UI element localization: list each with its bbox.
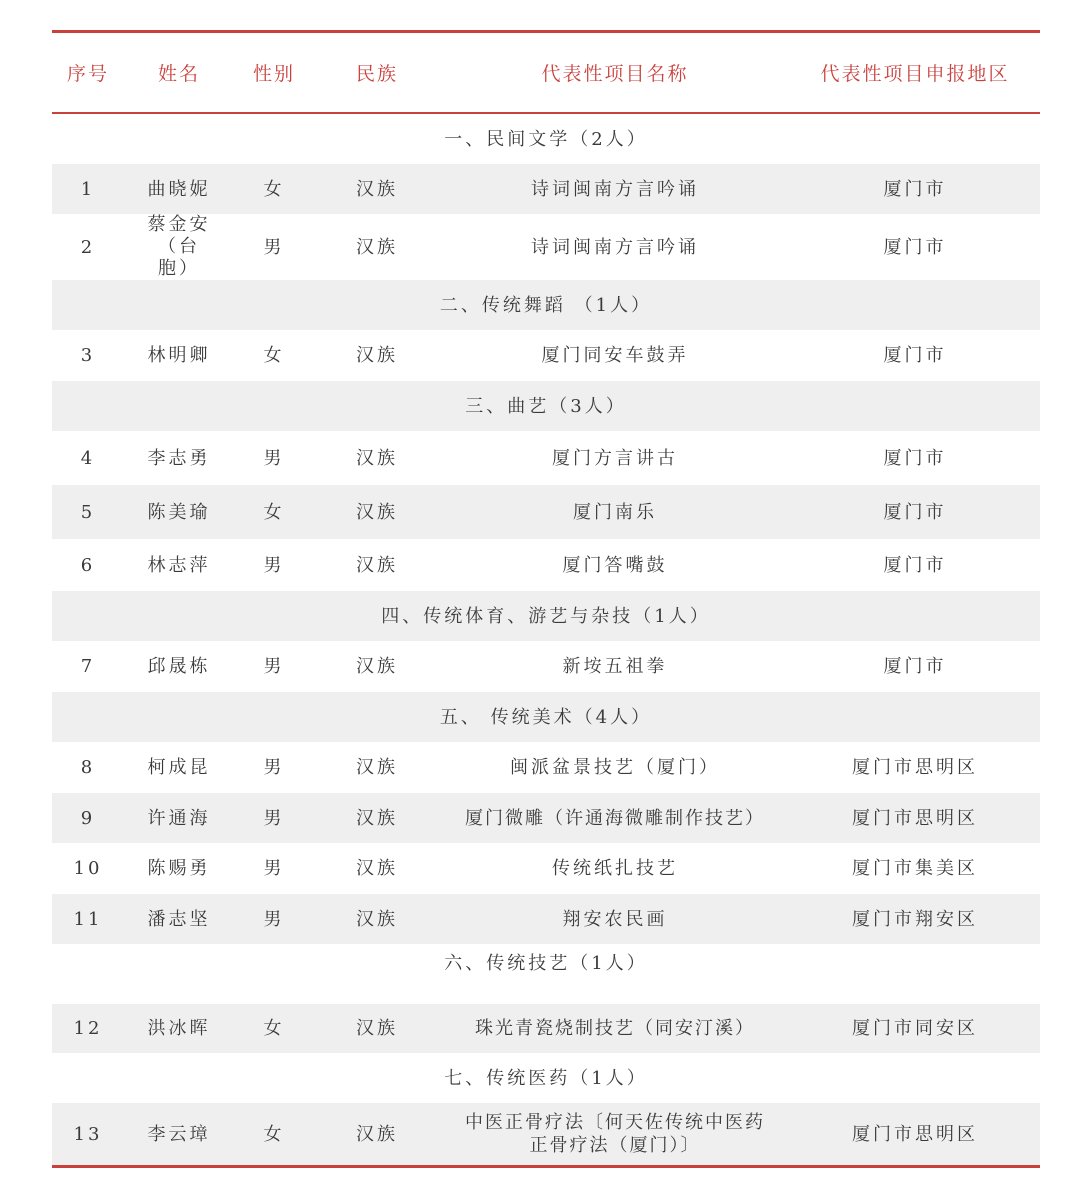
header-region: 代表性项目申报地区: [820, 63, 1010, 85]
cell-gender: 男: [263, 858, 285, 879]
cell-region: 厦门市思明区: [790, 793, 1040, 843]
section-row: [52, 1053, 1040, 1103]
cell-project: 闽派盆景技艺（厦门）: [510, 757, 720, 778]
cell-name: 林明卿: [147, 345, 211, 366]
cell-name: 柯成昆: [147, 757, 211, 778]
cell-seq: 13: [52, 1103, 124, 1165]
cell-name: 许通海: [124, 793, 234, 843]
cell-ethnicity: 汉族: [356, 447, 398, 469]
cell-gender: 男: [263, 656, 285, 677]
cell-gender: 女: [234, 1004, 314, 1053]
cell-seq: 1: [52, 164, 124, 214]
cell-seq: 9: [52, 793, 124, 843]
cell-project: 厦门微雕（许通海微雕制作技艺）: [440, 793, 790, 843]
table-row: [52, 214, 1040, 280]
cell-ethnicity: 汉族: [314, 1103, 440, 1165]
cell-name: 陈美瑜: [124, 485, 234, 539]
cell-ethnicity: 汉族: [314, 164, 440, 214]
section-row: [52, 280, 1040, 330]
cell-project: 珠光青瓷烧制技艺（同安汀溪）: [440, 1004, 790, 1053]
cell-region: 厦门市翔安区: [790, 894, 1040, 944]
cell-region: 厦门市思明区: [852, 757, 978, 778]
cell-region: 厦门市: [883, 345, 947, 366]
cell-project: 厦门同安车鼓弄: [541, 345, 689, 366]
header-gender: 性别: [252, 63, 295, 85]
section-row: [52, 944, 1040, 1004]
cell-ethnicity: 汉族: [356, 858, 398, 879]
section-title: 三、曲艺（3人）: [52, 381, 1040, 431]
cell-gender: 男: [234, 894, 314, 944]
cell-region: 厦门市: [790, 164, 1040, 214]
cell-region: 厦门市: [883, 447, 947, 469]
table-row: [52, 164, 1040, 214]
section-title: 七、传统医药（1人）: [444, 1067, 648, 1089]
section-title: 六、传统技艺（1人）: [444, 953, 648, 974]
cell-project: 传统纸扎技艺: [552, 858, 678, 879]
table-row: [52, 330, 1040, 381]
cell-project: 中医正骨疗法〔何天佐传统中医药正骨疗法（厦门）〕: [440, 1103, 790, 1165]
cell-seq: 10: [73, 858, 103, 879]
cell-ethnicity: 汉族: [314, 1004, 440, 1053]
table-row: [52, 894, 1040, 944]
cell-seq: 8: [80, 757, 96, 778]
section-row: [52, 692, 1040, 742]
section-row: [52, 591, 1040, 641]
cell-ethnicity: 汉族: [356, 656, 398, 677]
table-row: [52, 485, 1040, 539]
cell-region: 厦门市: [883, 554, 947, 576]
cell-name: 曲晓妮: [124, 164, 234, 214]
cell-project: 诗词闽南方言吟诵: [531, 236, 699, 258]
cell-ethnicity: 汉族: [356, 554, 398, 576]
cell-seq: 12: [52, 1004, 124, 1053]
cell-region: 厦门市集美区: [852, 858, 978, 879]
cell-ethnicity: 汉族: [356, 345, 398, 366]
cell-ethnicity: 汉族: [356, 236, 398, 258]
cell-seq: 6: [80, 554, 96, 576]
table-row: [52, 431, 1040, 485]
cell-region: 厦门市同安区: [790, 1004, 1040, 1053]
cell-region: 厦门市: [883, 236, 947, 258]
cell-seq: 2: [80, 236, 96, 258]
cell-name: 林志萍: [147, 554, 211, 576]
table-row: [52, 641, 1040, 692]
section-title: 四、传统体育、游艺与杂技（1人）: [52, 591, 1040, 641]
cell-project: 厦门南乐: [440, 485, 790, 539]
cell-gender: 女: [263, 345, 285, 366]
cell-project: 诗词闽南方言吟诵: [440, 164, 790, 214]
table-row: [52, 843, 1040, 894]
cell-ethnicity: 汉族: [314, 894, 440, 944]
cell-project: 翔安农民画: [440, 894, 790, 944]
cell-name: 蔡金安（台胞）: [147, 214, 211, 279]
cell-gender: 男: [263, 757, 285, 778]
cell-ethnicity: 汉族: [314, 793, 440, 843]
header-row: [52, 33, 1040, 113]
section-row: [52, 113, 1040, 164]
table-row: [52, 793, 1040, 843]
section-title: 五、 传统美术（4人）: [52, 692, 1040, 742]
cell-seq: 5: [52, 485, 124, 539]
cell-gender: 男: [263, 554, 285, 576]
cell-name: 潘志坚: [124, 894, 234, 944]
cell-seq: 3: [80, 345, 96, 366]
cell-gender: 男: [263, 447, 285, 469]
cell-seq: 7: [80, 656, 96, 677]
cell-project: 厦门答嘴鼓: [562, 554, 668, 576]
cell-project: 厦门方言讲古: [552, 447, 678, 469]
header-project: 代表性项目名称: [541, 63, 689, 85]
cell-region: 厦门市思明区: [790, 1103, 1040, 1165]
cell-gender: 女: [234, 164, 314, 214]
cell-gender: 女: [234, 1103, 314, 1165]
cell-name: 陈赐勇: [147, 858, 211, 879]
cell-seq: 4: [80, 447, 96, 469]
cell-name: 洪冰晖: [124, 1004, 234, 1053]
cell-region: 厦门市: [883, 656, 947, 677]
cell-ethnicity: 汉族: [314, 485, 440, 539]
cell-name: 李云璋: [124, 1103, 234, 1165]
cell-seq: 11: [52, 894, 124, 944]
cell-name: 李志勇: [147, 447, 211, 469]
table-row: [52, 1004, 1040, 1053]
cell-gender: 男: [263, 236, 285, 258]
header-name: 姓名: [157, 63, 200, 85]
header-seq: 序号: [66, 63, 109, 85]
table-row: [52, 1103, 1040, 1165]
section-title: 一、民间文学（2人）: [444, 128, 648, 150]
cell-project: 新垵五祖拳: [562, 656, 668, 677]
cell-gender: 男: [234, 793, 314, 843]
table-row: [52, 539, 1040, 591]
table-row: [52, 742, 1040, 793]
header-ethnicity: 民族: [355, 63, 398, 85]
cell-ethnicity: 汉族: [356, 757, 398, 778]
section-title: 二、传统舞蹈 （1人）: [52, 280, 1040, 330]
cell-name: 邱晟栋: [147, 656, 211, 677]
cell-gender: 女: [234, 485, 314, 539]
inheritors-table: [52, 30, 1040, 1168]
section-row: [52, 381, 1040, 431]
cell-region: 厦门市: [790, 485, 1040, 539]
